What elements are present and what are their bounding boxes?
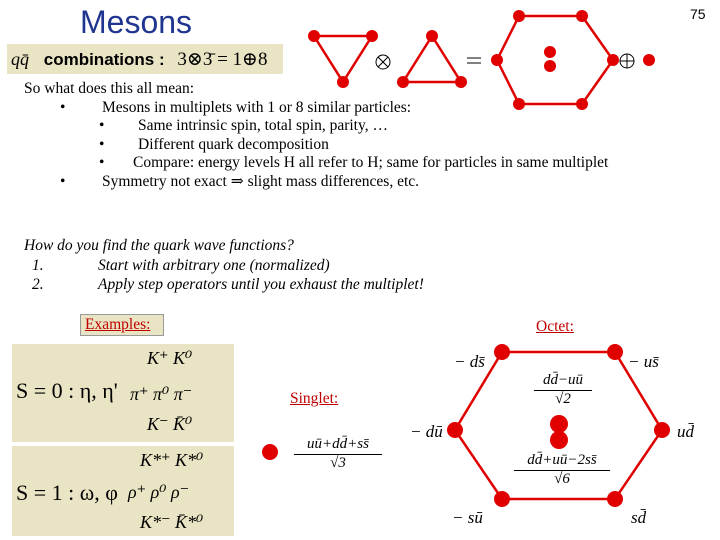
qq-symbol: qq̄ <box>11 49 29 69</box>
antitriplet-diagram <box>403 36 461 82</box>
triplet-node <box>337 76 349 88</box>
examples-label[interactable]: Examples: <box>80 314 164 336</box>
page-title: Mesons <box>80 4 193 40</box>
octet-node-su <box>494 491 510 507</box>
singlet-numerator: uū+dd̄+ss̄ <box>307 436 369 452</box>
octet-node <box>607 54 619 66</box>
subbullet-quark-decomposition: Different quark decomposition <box>138 135 329 153</box>
triplet-diagram <box>314 36 372 82</box>
step-1: Start with arbitrary one (normalized) <box>98 256 330 274</box>
eta-numerator: dd̄+uū−2ss̄ <box>527 452 597 468</box>
spin0-kaons-bottom: K⁻ K̄⁰ <box>147 414 193 434</box>
spin0-mesons-box <box>12 344 234 442</box>
bullet-icon: • <box>99 135 105 153</box>
octet-node <box>513 98 525 110</box>
spin1-kaons-top: K*⁺ K*⁰ <box>140 450 204 470</box>
spin1-singlets: S = 1 : ω, φ <box>16 480 118 505</box>
eta-wavefunction <box>514 452 610 488</box>
antitriplet-node <box>426 30 438 42</box>
bullet-icon: • <box>99 117 105 134</box>
octet-label[interactable]: Octet: <box>536 318 574 335</box>
subbullet-energy-levels: Compare: energy levels H all refer to H; same for particles in same multiplet <box>133 154 609 171</box>
octet-node <box>491 54 503 66</box>
octet-label-du: − dū <box>410 422 443 441</box>
spin1-kaons-bottom: K*⁻ K̄*⁰ <box>140 512 204 532</box>
spin1-mesons-box <box>12 446 234 536</box>
bullet-icon: • <box>60 98 66 116</box>
explanation-heading: So what does this all mean: <box>24 80 195 97</box>
pi0-wavefunction <box>534 372 592 408</box>
singlet-node-small <box>643 54 655 66</box>
singlet-label[interactable]: Singlet: <box>290 390 339 407</box>
bullet-symmetry: Symmetry not exact ⇒ slight mass differences, etc. <box>102 172 420 190</box>
step-2: Apply step operators until you exhaust the multiplet! <box>98 276 424 293</box>
octet-node-ud <box>654 422 670 438</box>
step-number: 2. <box>32 276 44 293</box>
spin0-kaons-top: K⁺ K⁰ <box>147 348 193 368</box>
combination-equation: 3⊗3̄ = 1⊕8 <box>177 49 268 70</box>
subbullet-same-spin: Same intrinsic spin, total spin, parity, … <box>138 117 388 134</box>
antitriplet-node <box>397 76 409 88</box>
spin0-pions: π⁺ π⁰ π⁻ <box>130 384 193 404</box>
triplet-node <box>308 30 320 42</box>
bullet-multiplets: Mesons in multiplets with 1 or 8 similar particles: <box>102 98 412 116</box>
question-text: How do you find the quark wave functions? <box>24 237 294 254</box>
spin1-rhos: ρ⁺ ρ⁰ ρ⁻ <box>128 482 190 502</box>
octet-label-sd: sd̄ <box>631 508 647 527</box>
page-number: 75 <box>690 6 706 22</box>
triplet-node <box>366 30 378 42</box>
octet-node-ds <box>494 344 510 360</box>
spin0-singlets: S = 0 : η, η' <box>16 378 118 403</box>
octet-label-us: − us̄ <box>628 352 659 371</box>
octet-node-sd <box>607 491 623 507</box>
bullet-icon: • <box>60 172 66 190</box>
octet-label-ud: ud̄ <box>677 422 694 441</box>
combination-label: combinations : <box>43 50 165 69</box>
octet-node <box>513 10 525 22</box>
octet-node <box>576 10 588 22</box>
octet-node-du <box>447 422 463 438</box>
bullet-icon: • <box>99 154 105 171</box>
eta-denominator: √6 <box>554 471 570 487</box>
pi0-denominator: √2 <box>555 391 571 407</box>
octet-label-ds: − ds̄ <box>454 352 485 371</box>
octet-center-node <box>544 46 556 58</box>
octet-center-node <box>544 60 556 72</box>
singlet-node <box>262 444 278 460</box>
singlet-denominator: √3 <box>330 455 346 471</box>
step-number: 1. <box>32 256 44 274</box>
octet-node-pi0 <box>550 415 568 433</box>
antitriplet-node <box>455 76 467 88</box>
octet-node-us <box>607 344 623 360</box>
octet-node <box>576 98 588 110</box>
octet-diagram-small <box>497 16 613 104</box>
octet-label-su: − sū <box>452 508 483 527</box>
pi0-numerator: dd̄−uū <box>542 372 584 388</box>
singlet-wavefunction <box>294 436 382 472</box>
octet-node-eta <box>550 431 568 449</box>
